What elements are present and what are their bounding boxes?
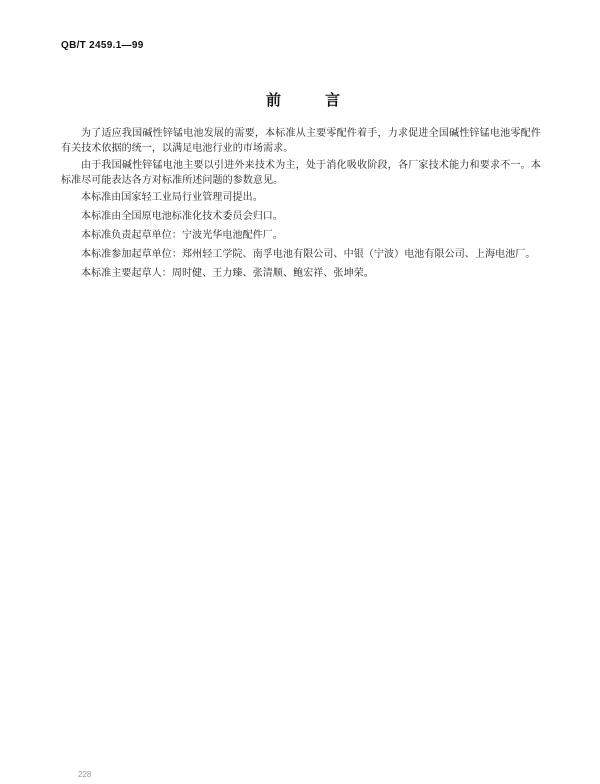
page-title	[266, 89, 340, 110]
paragraph-participating-drafters: 本标准参加起草单位：郑州轻工学院、南孚电池有限公司、中银（宁波）电池有限公司、上海电池厂。	[81, 249, 536, 260]
page-number: 228	[78, 770, 92, 779]
paragraph-main-drafters: 本标准主要起草人：周时健、王力臻、张清顺、鲍宏祥、张坤荣。	[81, 268, 374, 279]
paragraph-background: 由于我国碱性锌锰电池主要以引进外来技术为主，处于消化吸收阶段，各厂家技术能力和要求不一。本标准尽可能表达各方对标准所述问题的参数意见。	[61, 160, 541, 186]
paragraph-proposer: 本标准由国家轻工业局行业管理司提出。	[81, 192, 263, 203]
standard-code: QB/T 2459.1—99	[61, 40, 144, 51]
title-char-2: 言	[325, 91, 341, 109]
foreword-body	[61, 126, 541, 285]
title-char-1: 前	[266, 91, 282, 109]
paragraph-administrator: 本标准由全国原电池标准化技术委员会归口。	[81, 211, 283, 222]
paragraph-lead-drafter: 本标准负责起草单位：宁波光华电池配件厂。	[81, 230, 283, 241]
paragraph-purpose: 为了适应我国碱性锌锰电池发展的需要，本标准从主要零配件着手，力求促进全国碱性锌锰电池零配件有关技术依据的统一，以满足电池行业的市场需求。	[61, 128, 541, 154]
